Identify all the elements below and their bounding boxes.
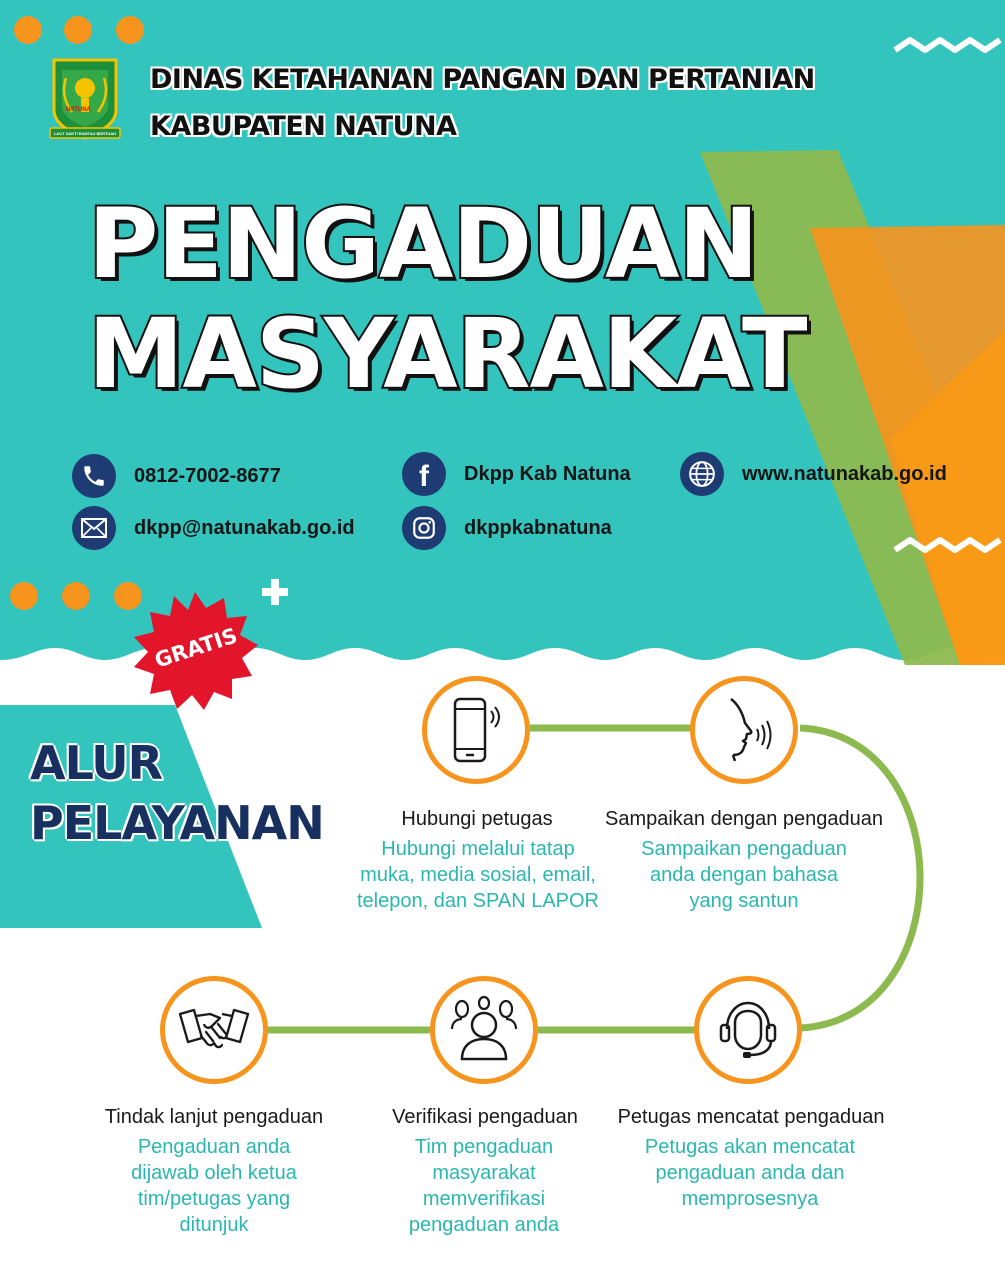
step1-circle <box>422 676 530 784</box>
gratis-badge-text: GRATIS <box>151 623 241 673</box>
step2-desc: Sampaikan pengaduan anda dengan bahasa yang santun <box>641 838 847 912</box>
step3-title: Petugas mencatat pengaduan <box>617 1106 885 1128</box>
phone-number: 0812-7002-8677 <box>134 464 281 487</box>
contact-email[interactable] <box>72 506 355 550</box>
step3-desc: Petugas akan mencatat pengaduan anda dan memprosesnya <box>644 1136 856 1210</box>
logo-motto: LAUT SAKTI RANTAU BERTUAH <box>53 131 117 136</box>
title-line2: MASYARAKAT <box>88 298 807 410</box>
title-line1: PENGADUAN <box>88 188 758 300</box>
headset-operator-icon <box>713 995 783 1065</box>
contact-phone[interactable] <box>72 454 281 498</box>
logo-text: NATUNA <box>66 107 91 113</box>
section-heading-line2: PELAYANAN <box>30 796 324 850</box>
contact-instagram[interactable] <box>402 506 612 550</box>
step4-desc: Tim pengaduan masyarakat memverifikasi pengaduan anda <box>408 1136 560 1236</box>
step4-title: Verifikasi pengaduan <box>392 1106 578 1128</box>
step1-desc: Hubungi melalui tatap muka, media sosial, email, telepon, dan SPAN LAPOR <box>357 838 599 912</box>
agency-name-line1: DINAS KETAHANAN PANGAN DAN PERTANIAN <box>150 64 815 95</box>
step2-circle <box>690 676 798 784</box>
website-url: www.natunakab.go.id <box>742 462 947 485</box>
section-heading-line1: ALUR <box>30 736 163 790</box>
mail-icon <box>72 506 116 550</box>
step3-circle <box>694 976 802 1084</box>
instagram-icon <box>402 506 446 550</box>
natuna-logo <box>48 58 122 142</box>
people-group-icon <box>448 995 520 1065</box>
step2-title: Sampaikan dengan pengaduan <box>604 808 884 830</box>
step1-title: Hubungi petugas <box>401 808 553 830</box>
globe-icon <box>680 452 724 496</box>
speaking-face-icon <box>713 695 775 765</box>
agency-name-line2: KABUPATEN NATUNA <box>150 111 457 142</box>
smartphone-icon <box>445 695 507 765</box>
phone-icon <box>72 454 116 498</box>
email-address: dkpp@natunakab.go.id <box>134 516 355 539</box>
instagram-handle: dkppkabnatuna <box>464 516 612 539</box>
contact-website[interactable] <box>680 452 947 496</box>
handshake-icon <box>176 1000 252 1060</box>
step5-desc: Pengaduan anda dijawab oleh ketua tim/petugas yang ditunjuk <box>131 1136 297 1236</box>
step4-circle <box>430 976 538 1084</box>
step5-circle <box>160 976 268 1084</box>
facebook-icon: f <box>402 452 446 496</box>
facebook-name: Dkpp Kab Natuna <box>464 462 631 485</box>
step5-title: Tindak lanjut pengaduan <box>104 1106 324 1128</box>
contact-facebook[interactable] <box>402 452 631 496</box>
